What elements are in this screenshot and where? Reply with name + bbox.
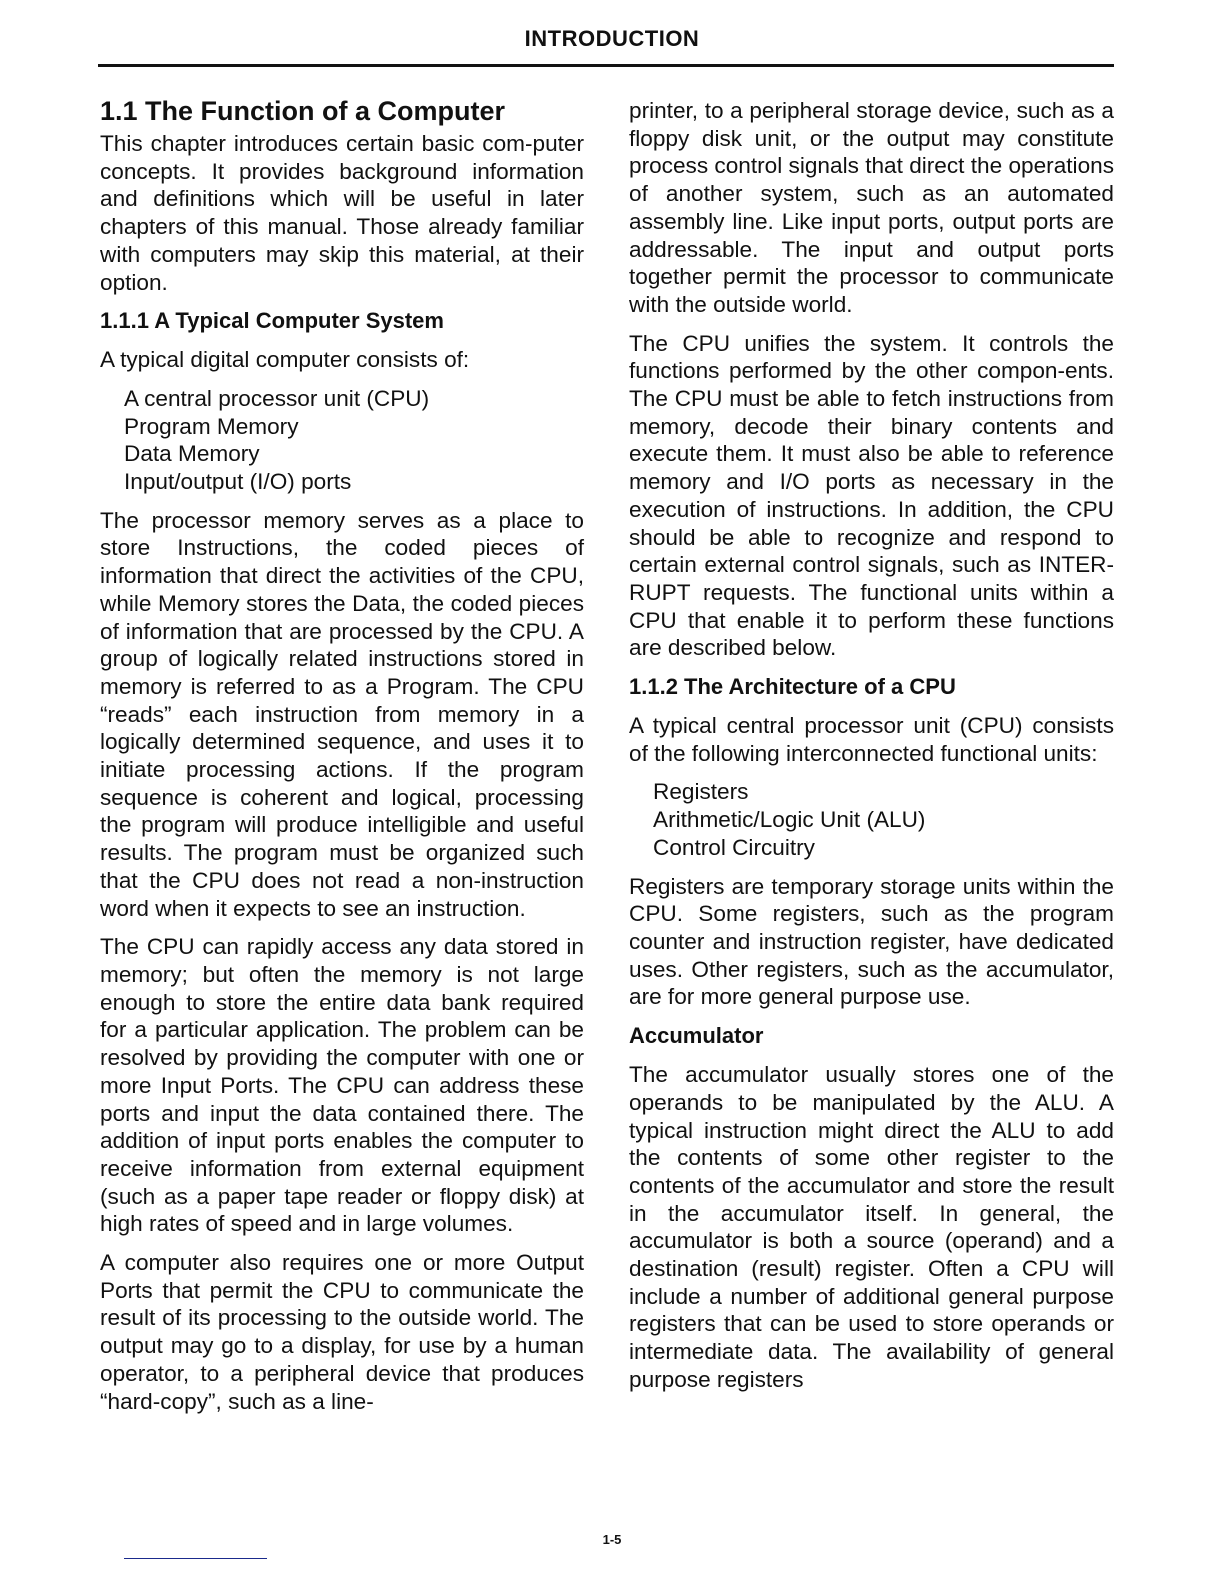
intro-paragraph: This chapter introduces certain basic com-puter concepts. It provides background information and definitions which will be useful in later chapters of this manual. Those already familiar with computers may skip this material, at their option. <box>100 131 584 295</box>
page-number: 1-5 <box>602 1532 622 1547</box>
list-item: Input/output (I/O) ports <box>124 469 352 495</box>
list-item: Data Memory <box>124 441 260 467</box>
section-title: 1.1 The Function of a Computer <box>100 96 506 126</box>
subsection-title-cpu-architecture: 1.1.2 The Architecture of a CPU <box>629 674 956 700</box>
output-ports-continued-paragraph: printer, to a peripheral storage device, such as a floppy disk unit, or the output may constitute process control signals that direct the operations of another system, such as an automated assembly line. Like input ports, output ports are addressable. The input and output ports together permit the processor to communicate with the outside world. <box>629 98 1114 317</box>
subsection-title-typical-system: 1.1.1 A Typical Computer System <box>100 308 444 334</box>
left-column <box>100 94 584 1426</box>
components-list <box>100 385 584 496</box>
memory-paragraph: The processor memory serves as a place to store Instructions, the coded pieces of information that direct the activities of the CPU, while Memory stores the Data, the coded pieces of information that are processed by the CPU. A group of logically related instructions stored in memory is referred to as a Program. The CPU “reads” each instruction from memory in a logically determined sequence, and uses it to initiate processing actions. If the program sequence is coherent and logical, processing the program will produce intelligible and useful results. The program must be organized such that the CPU does not read a non-instruction word when it expects to see an instruction. <box>100 507 584 921</box>
list-item: Arithmetic/Logic Unit (ALU) <box>653 807 926 833</box>
header-rule <box>98 64 1114 67</box>
registers-paragraph: Registers are temporary storage units within the CPU. Some registers, such as the program counter and instruction register, have dedicated uses. Other registers, such as the accumulator, are for more general purpose use. <box>629 873 1114 1010</box>
input-ports-paragraph: The CPU can rapidly access any data stored in memory; but often the memory is not large enough to store the entire data bank required for a particular application. The problem can be resolved by providing the computer with one or more Input Ports. The CPU can address these ports and input the data contained there. The addition of input ports enables the computer to receive information from external equipment (such as a paper tape reader or floppy disk) at high rates of speed and in large volumes. <box>100 934 584 1237</box>
accumulator-paragraph: The accumulator usually stores one of the operands to be manipulated by the ALU. A typical instruction might direct the ALU to add the contents of some other register to the contents of the accumulator and store the result in the accumulator itself. In general, the accumulator is both a source (operand) and a destination (result) register. Often a CPU will include a number of additional general purpose registers that can be used to store operands or intermediate data. The availability of general purpose registers <box>629 1062 1114 1392</box>
units-list <box>629 778 1114 861</box>
units-lead: A typical central processor unit (CPU) consists of the following interconnected functional units: <box>629 713 1114 766</box>
components-lead: A typical digital computer consists of: <box>100 347 470 373</box>
list-item: Control Circuitry <box>653 834 815 860</box>
list-item: Program Memory <box>124 413 299 439</box>
running-head: INTRODUCTION <box>524 26 700 51</box>
cpu-unifies-paragraph: The CPU unifies the system. It controls the functions performed by the other compon-ents. The CPU must be able to fetch instructions from memory, decode their binary contents and execute them. It must also be able to reference memory and I/O ports as necessary in the execution of instructions. In addition, the CPU should be able to recognize and respond to certain external control signals, such as INTER-RUPT requests. The functional units within a CPU that enable it to perform these functions are described below. <box>629 330 1114 661</box>
list-item: A central processor unit (CPU) <box>124 385 430 411</box>
footer-rule <box>124 1558 267 1559</box>
right-column <box>629 97 1114 1405</box>
list-item: Registers <box>653 779 749 805</box>
output-ports-paragraph: A computer also requires one or more Output Ports that permit the CPU to communicate the result of its processing to the outside world. The output may go to a display, for use by a human operator, to a peripheral device that produces “hard-copy”, such as a line- <box>100 1250 584 1414</box>
accumulator-heading: Accumulator <box>629 1023 764 1049</box>
